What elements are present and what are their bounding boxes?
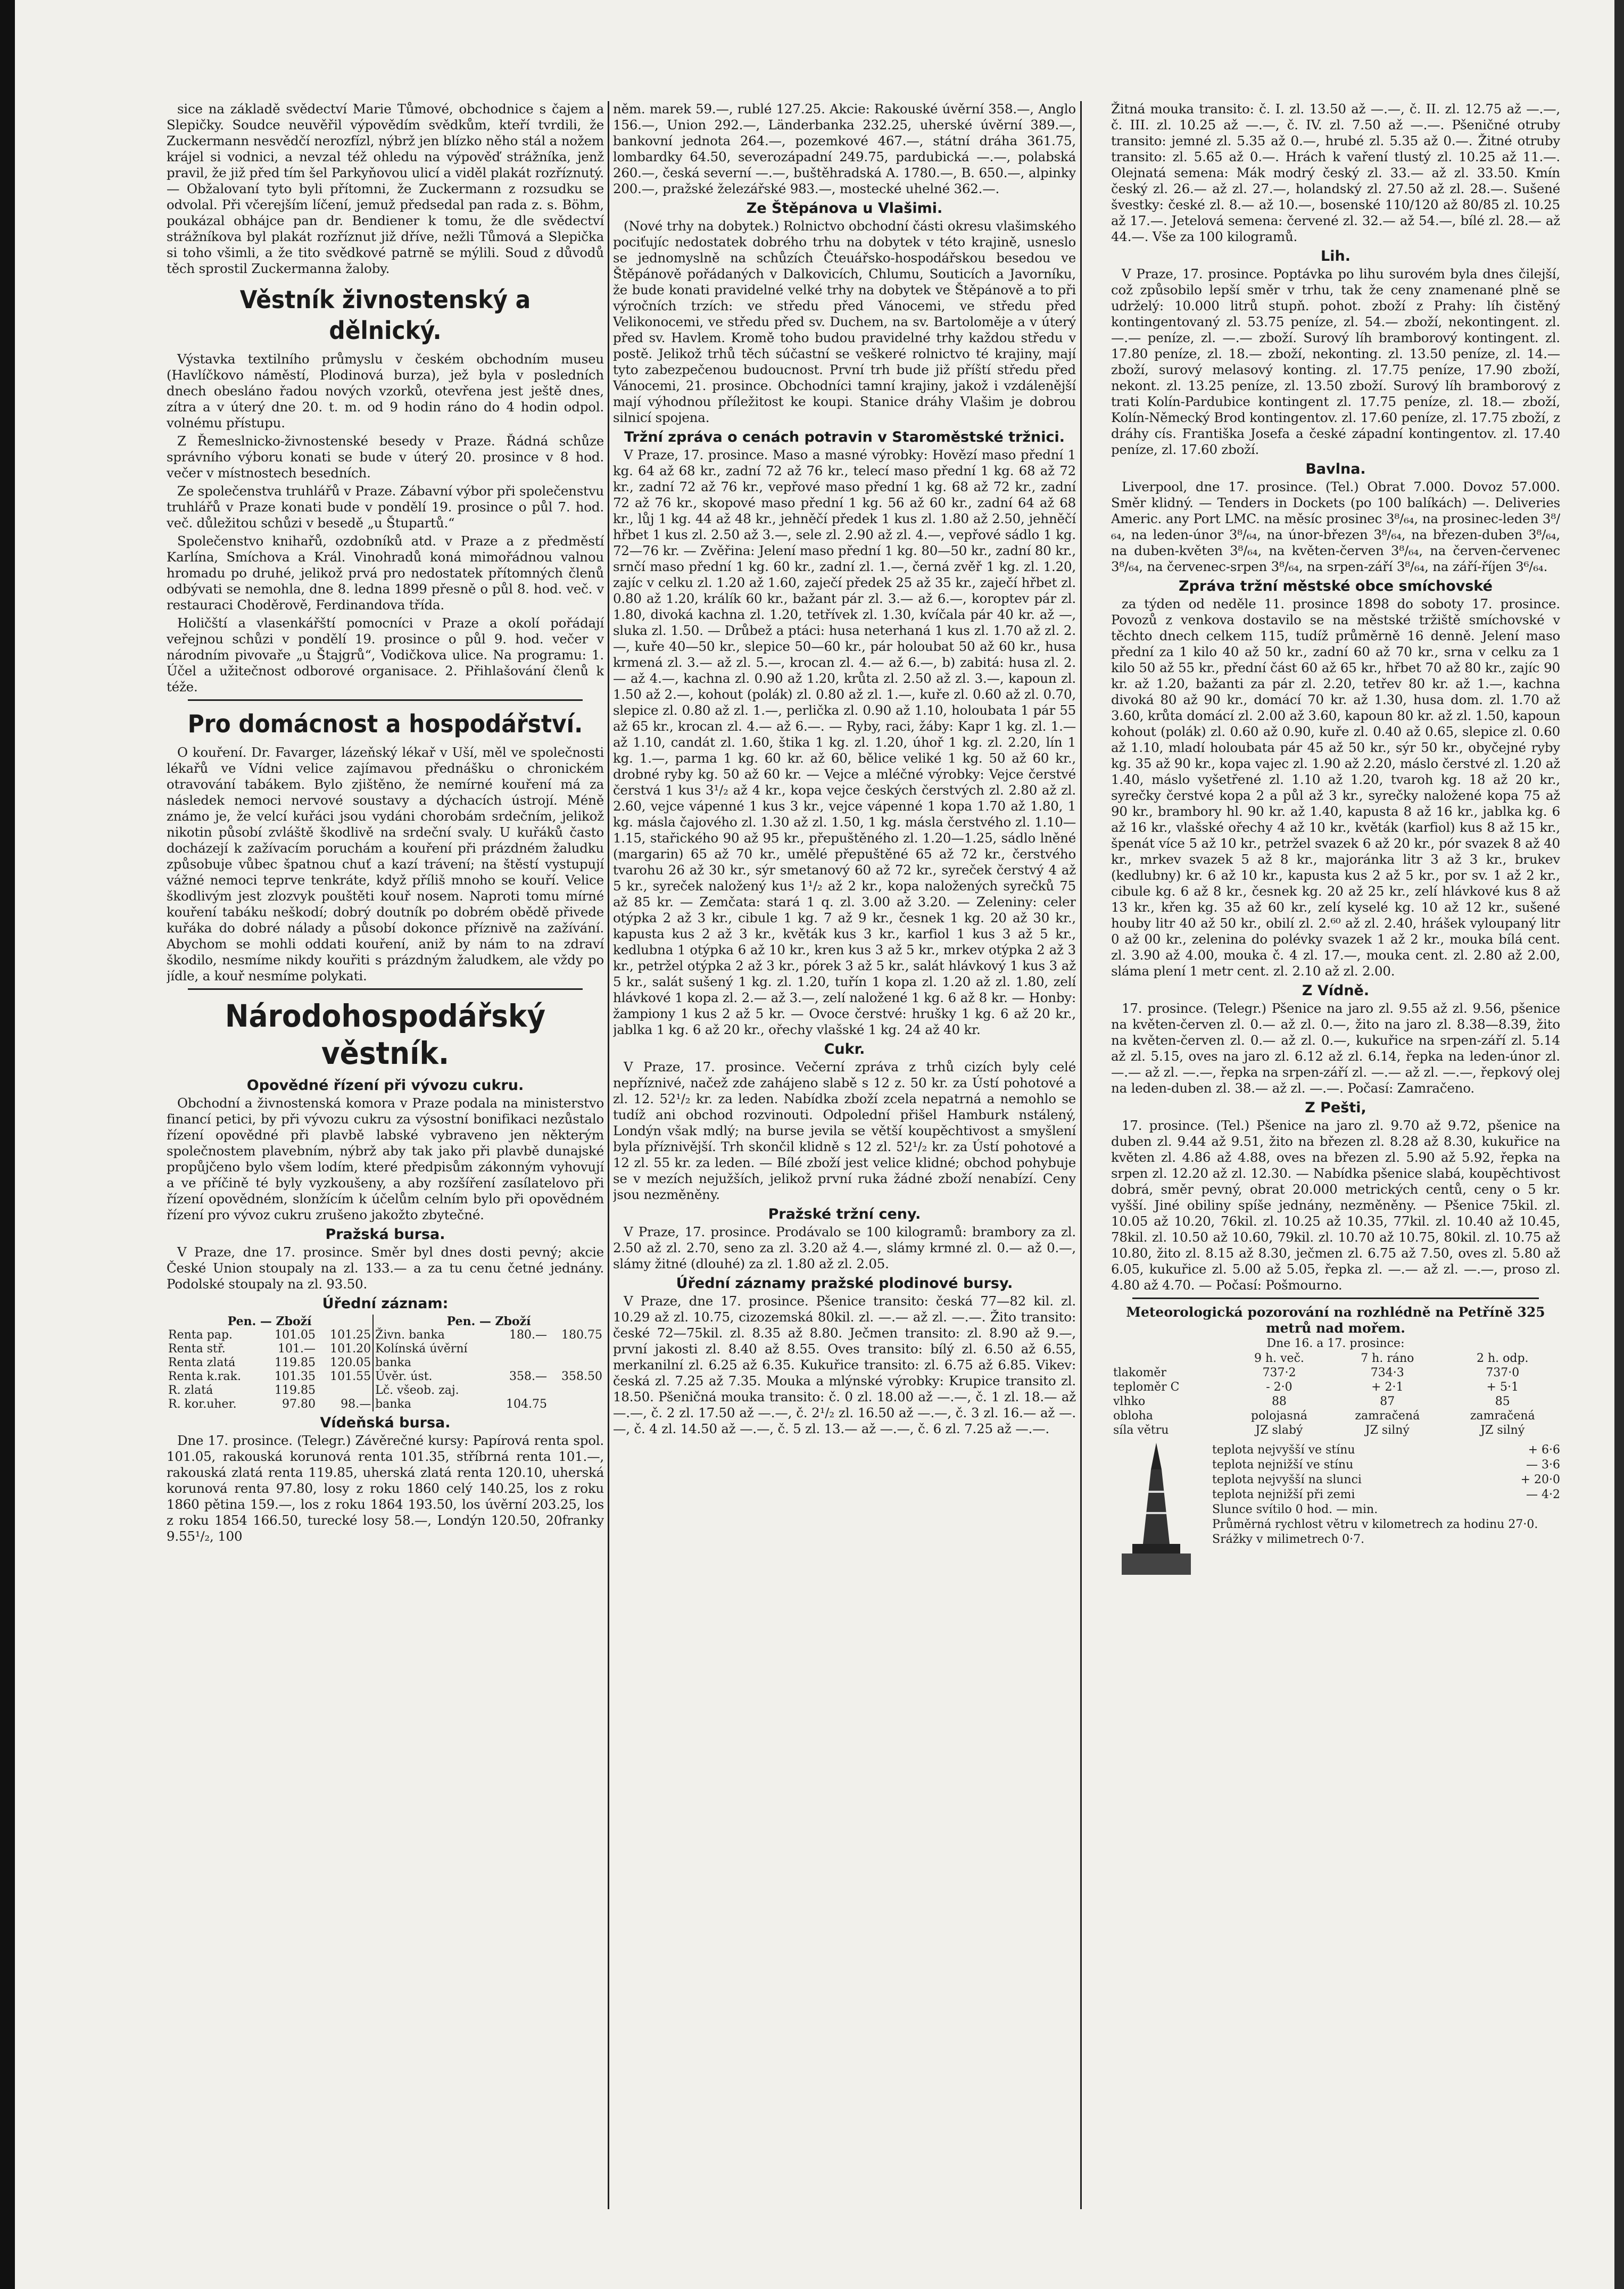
weather-table bbox=[1111, 1351, 1560, 1437]
vienna-bourse-article: Dne 17. prosince. (Telegr.) Závěrečné kursy: Papírová renta spol. 101.05, rakouská korunová renta 101.35, stříbrná renta 101.—, rakouská zlatá renta 119.85, uherská zlatá renta 120.10, uherská korunová renta 97.80, losy z roku 1860 celý 140.25, los z roku 1860 pětina 159.—, los z roku 1864 193.50, los úvěrní 203.25, los z roku 1854 166.50, turecké losy 58.—, Londýn 120.50, 20franky 9.55¹/₂, 100 bbox=[167, 1433, 604, 1544]
court-report: sice na základě svědectví Marie Tůmové, obchodnice s čajem a Slepičky. Soudce neuvěřil výpovědím svědkům, kteří tvrdili, že Zuckermann nesvědčí nerozfízl, nýbrž jen blízko něho stál a nožem krájel si vodnici, a nevzal též ohledu na výpověď strážníka, jenž pravil, že již před tím šel Parkyňovou ulicí a viděl plakát rozříznutý. — Obžalovaní tyto byli přítomni, že Zuckermann z rozsudku se odvolal. Při včerejším líčení, jemuž předsedal pan rada z. s. Böhm, poukázal obhájce pan dr. Bendiener k tomu, že dle svědectví strážníkova byl plakát rozříznut již dříve, nežli Tůmová a Slepička si toho všimli, a že tito svědkové patrně se mýlili. Soud z důvodů těch sprostil Zuckermanna žaloby. bbox=[167, 101, 604, 276]
vienna-bourse-title: Vídeňská bursa. bbox=[320, 1415, 451, 1431]
table-header: Pen. — Zboží bbox=[227, 1315, 312, 1328]
trades-item: Z Řemeslnicko-živnostenské besedy v Praze. Řádná schůze správního výboru konati se bude v úterý 20. prosince v 8 hod. večer v místnostech besedních. bbox=[167, 433, 604, 481]
pest-grain-title: Z Pešti, bbox=[1305, 1100, 1366, 1116]
table-cell: Renta zlatá bbox=[168, 1356, 236, 1369]
weather-report bbox=[1111, 1304, 1560, 1581]
scan-left-edge bbox=[0, 0, 15, 2289]
table-cell: tlakoměr bbox=[1113, 1366, 1166, 1379]
extreme-row bbox=[1212, 1473, 1560, 1488]
table-cell: banka bbox=[373, 1356, 493, 1370]
table-cell: 87 bbox=[1380, 1395, 1395, 1408]
wind-row bbox=[1212, 1517, 1560, 1532]
market-report-title: Tržní zpráva o cenách potravin v Staroměstské tržnici. bbox=[624, 429, 1065, 445]
table-cell: 358.50 bbox=[561, 1370, 602, 1383]
extreme-value: 6·6 bbox=[1542, 1443, 1560, 1457]
table-cell bbox=[549, 1342, 604, 1356]
extreme-sign: + bbox=[1520, 1473, 1531, 1486]
table-cell: 98.— bbox=[341, 1398, 371, 1411]
weather-title: Meteorologická pozorování na rozhlédně na Petříně 325 metrů nad mořem. bbox=[1126, 1304, 1545, 1336]
sugar-export-article: Obchodní a živnostenská komora v Praze podala na ministerstvo financí petici, by při vývozu cukru za výsostní bonifikaci nezůstalo řízení opovědné při plavbě labské vybraveno jen některým společnostem plavebním, nýbrž aby tak jako při plavbě dunajské propůjčeno bylo všem lodím, které předpisům zákonným vyhovují a ve příčině té byly vyzkoušeny, a aby rozšíření zasílatelovo při řízení opovědném, slonžícím k účelům celním bylo při opovědném řízení pro vývoz cukru zrušeno jakožto zbytečné. bbox=[167, 1095, 604, 1222]
table-row bbox=[167, 1328, 604, 1342]
tower-icon bbox=[1111, 1437, 1202, 1581]
table-cell: R. kor.uher. bbox=[168, 1398, 237, 1411]
table-cell: obloha bbox=[1113, 1409, 1153, 1423]
table-cell: 104.75 bbox=[506, 1398, 548, 1411]
table-cell: JZ silný bbox=[1480, 1424, 1525, 1437]
extreme-label: teplota nejnižší při zemi bbox=[1212, 1488, 1355, 1501]
table-cell: Lč. všeob. zaj. bbox=[373, 1384, 493, 1398]
sunshine-row bbox=[1212, 1502, 1560, 1517]
table-header: 9 h. več. bbox=[1254, 1352, 1304, 1365]
table-cell: banka bbox=[373, 1398, 493, 1411]
vienna-grain-article: 17. prosince. (Telegr.) Pšenice na jaro zl. 9.55 až zl. 9.56, pšenice na květen-červen zl. 0.— až zl. 0.—, žito na jaro zl. 8.38—8.39, žito na květen-červen zl. 0.— až zl. 0.—, kukuřice na srpen-září zl. 5.14 až zl. 5.15, oves na jaro zl. 6.12 až zl. 6.14, řepka na leden-únor zl. —.— až zl. —.—, řepka na srpen-září zl. —.— až zl. —.—, řepkový olej na leden-duben zl. 38.— až zl. —.—. Počasí: Zamračeno. bbox=[1111, 1001, 1560, 1096]
table-row bbox=[1111, 1409, 1560, 1423]
prague-market-article: V Praze, 17. prosince. Prodávalo se 100 kilogramů: brambory za zl. 2.50 až zl. 2.70, seno za zl. 3.20 až 4.—, slámy krmné zl. 0.— až 0.—, slámy žitné (dlouhé) za zl. 1.80 až zl. 2.05. bbox=[613, 1224, 1076, 1271]
extreme-sign: — bbox=[1526, 1488, 1538, 1501]
smichov-market-title: Zpráva tržní městské obce smíchovské bbox=[1179, 578, 1493, 594]
table-cell: zamračená bbox=[1470, 1409, 1535, 1423]
vlasim-article: (Nové trhy na dobytek.) Rolnictvo obchodní části okresu vlašimského pociťujíc nedostatek dobrého trhu na dobytek v této krajině, usneslo se jednomyslně na schůzích Čteuářsko-hospodářskou besedou ve Štěpánově pořádaných v Dalkovicích, Chlumu, Souticích a Javorníku, že bude konati pravidelné velké trhy na dobytek ve Štěpánově a to při výročních trzích: ve středu před Vánocemi, ve středu před Velikonocemi, ve středu před sv. Duchem, na sv. Bartoloměje a v úterý před sv. Havlem. Kromě toho budou pravidelné trhy každou středu v postě. Jelikož trhů těch súčastní se veškeré rolnictvo té krajiny, mají tyto zabezpečenou budoucnost. První trh bude již příští středu před Vánocemi, 21. prosince. Obchodníci tamní krajiny, jakož i vzdálenější mají výhodnou příležitost ke koupi. Stanice dráhy Vlašim je dobrou silnicí spojena. bbox=[613, 218, 1076, 425]
table-cell: Kolínská úvěrní bbox=[373, 1342, 493, 1356]
table-header: Pen. — Zboží bbox=[373, 1315, 604, 1328]
table-cell: - 2·0 bbox=[1266, 1381, 1292, 1394]
table-cell: polojasná bbox=[1250, 1409, 1307, 1423]
vienna-grain-title: Z Vídně. bbox=[1302, 982, 1370, 999]
table-row bbox=[1111, 1366, 1560, 1380]
pest-grain-article: 17. prosince. (Tel.) Pšenice na jaro zl. 9.70 až 9.72, pšenice na duben zl. 9.44 až 9.51, žito na březen zl. 8.28 až 8.30, kukuřice na květen zl. 4.86 až 4.88, oves na březen zl. 5.90 až 5.92, řepka na srpen zl. 12.20 až zl. 12.30. — Nabídka pšenice slabá, koupěchtivost dobrá, směr pevný, obrat 20.000 metrických centů, ceny o 5 kr. vyšší. Jiné obiliny spíše jednány, nezměněny. — Pšenice 75kil. zl. 10.05 až 10.20, 76kil. zl. 10.25 až 10.35, 77kil. zl. 10.40 až 10.45, 78kil. zl. 10.50 až 10.60, 79kil. zl. 10.70 až 10.75, 80kil. zl. 10.75 až 10.80, žito zl. 8.15 až 8.30, ječmen zl. 6.75 až 7.50, oves zl. 5.80 až 6.05, kukuřice zl. 5.00 až 5.05, řepka zl. —.— až zl. —.—, proso zl. 4.80 až 4.70. — Počasí: Pošmourno. bbox=[1111, 1118, 1560, 1293]
table-cell: 119.85 bbox=[275, 1384, 316, 1397]
extreme-row bbox=[1212, 1488, 1560, 1502]
table-row bbox=[167, 1370, 604, 1384]
section-heading-trades: Věstník živnostenský a dělnický. bbox=[239, 285, 531, 345]
middle-column bbox=[613, 101, 1076, 2209]
extreme-label: teplota nejvyšší ve stínu bbox=[1212, 1443, 1355, 1457]
temperature-extremes bbox=[1212, 1443, 1560, 1547]
trades-item: Ze společenstva truhlářů v Praze. Zábavní výbor při společenstvu truhlářů v Praze konati bude v pondělí 19. prosince o půl 7. hod. več. důležitou schůzi v besedě „u Štupartů.“ bbox=[167, 483, 604, 531]
table-cell bbox=[493, 1356, 549, 1370]
table-cell: 101.25 bbox=[330, 1328, 371, 1342]
table-row bbox=[1111, 1380, 1560, 1394]
table-header: 2 h. odp. bbox=[1476, 1352, 1529, 1365]
extreme-value: 4·2 bbox=[1542, 1488, 1560, 1501]
sugar-export-title: Opovědné řízení při vývozu cukru. bbox=[246, 1077, 524, 1094]
table-cell: zamračená bbox=[1355, 1409, 1420, 1423]
table-row bbox=[167, 1384, 604, 1398]
rain-text: Srážky v milimetrech 0·7. bbox=[1212, 1533, 1365, 1546]
table-cell: 101.05 bbox=[275, 1328, 316, 1342]
left-column bbox=[167, 101, 604, 2209]
bourse-price-table bbox=[167, 1315, 604, 1411]
prague-market-title: Pražské tržní ceny. bbox=[768, 1206, 921, 1222]
table-cell bbox=[493, 1342, 549, 1356]
trades-item: Výstavka textilního průmyslu v českém obchodním museu (Havlíčkovo náměstí, Plodinová burza), jež byla v posledních dnech obesláno řadou nových vzorků, otevřena jest ještě dnes, zítra a v úterý dne 20. t. m. od 9 hodin ráno do 4 hodin odpol. volnému přístupu. bbox=[167, 351, 604, 431]
extreme-label: teplota nejvyšší na slunci bbox=[1212, 1473, 1362, 1486]
table-cell: Živn. banka bbox=[373, 1328, 493, 1342]
table-cell: + 2·1 bbox=[1371, 1381, 1404, 1394]
scan-right-edge bbox=[1614, 0, 1624, 2289]
extreme-value: 20·0 bbox=[1534, 1473, 1560, 1486]
extreme-sign: + bbox=[1528, 1443, 1538, 1457]
table-cell bbox=[493, 1384, 549, 1398]
sugar-article: V Praze, 17. prosince. Večerní zpráva z trhů cizích byly celé nepříznivé, načež zde zahájeno slabě s 12 z. 50 kr. za Ústí pohotové a zl. 12. 52¹/₂ kr. za leden. Nabídka zboží zcela nepatrná a nemohlo se tudíž ani obchod rozvinouti. Odpolední přišel Hamburk nstálený, Londýn však mdlý; na burse jevila se větší koupěchtivost a smyšlení byla příznivější. Trh skončil klidně s 12 zl. 52¹/₂ kr. za Ústí pohotové a 12 zl. 55 kr. za leden. — Bílé zboží jest velice klidné; obchod pohybuje se v mezích nejužších, jelikož první ruka žádné zboží nenabízí. Ceny jsou nezměněny. bbox=[613, 1059, 1076, 1202]
table-cell: JZ slabý bbox=[1255, 1424, 1303, 1437]
table-cell: 737·0 bbox=[1486, 1366, 1520, 1379]
rain-row bbox=[1212, 1532, 1560, 1547]
extreme-row bbox=[1212, 1443, 1560, 1458]
table-header bbox=[1111, 1351, 1229, 1366]
weather-date: Dne 16. a 17. prosince: bbox=[1266, 1337, 1405, 1350]
table-cell: JZ silný bbox=[1365, 1424, 1410, 1437]
table-cell bbox=[549, 1398, 604, 1411]
smichov-market-article: za týden od neděle 11. prosince 1898 do soboty 17. prosince. Povozů z venkova dostavilo se na městské tržiště smíchovské v těchto dnech celkem 115, tudíž průměrně 16 denně. Jelení maso přední za 1 kilo 40 až 50 kr., zadní 60 až 70 kr., srna v celku za 1 kilo 50 až 55 kr., přední část 60 až 65 kr., hřbet 70 až 80 kr., zajíc 90 kr. až 1.20, bažanti za pár zl. 2.20, tetřev 80 kr. až 1.—, kachna divoká 80 až 90 kr., domácí 70 kr. až 1.30, husa dom. zl. 1.70 až 3.60, krůta domácí zl. 2.00 až 3.60, kapoun 80 kr. až zl. 1.50, kapoun kohout (polák) zl. 0.60 až 0.90, kuře zl. 0.40 až 0.65, slepice zl. 0.60 až 1.10, mladí holoubata pár 45 až 50 kr., sýr 50 kr., obyčejné ryby kg. 35 až 90 kr., kopa vajec zl. 1.90 až 2.20, máslo čerstvé zl. 1.20 až 1.40, máslo vyšetřené zl. 1.10 až 1.20, tvaroh kg. 18 až 20 kr., syrečky čerstvé kopa 2 a půl až 3 kr., syrečky naložené kopa 75 až 90 kr., brambory hl. 90 kr. až 1.40, kapusta 8 až 16 kr., jablka kg. 6 až 16 kr., vlašské ořechy 4 až 10 kr., květák (karfiol) kus 8 až 15 kr., špenát více 5 až 10 kr., petržel svazek 6 až 20 kr., pór svazek 8 až 40 kr., mrkev svazek 5 až 8 kr., majoránka litr 3 až 3 kr., brukev (kedlubny) kr. 6 až 10 kr., kapusta kus 2 až 5 kr., por sv. 1 až 2 kr., cibule kg. 6 až 8 kr., česnek kg. 20 až 25 kr., zelí hlávkové kus 8 až 13 kr., křen kg. 35 až 60 kr., zelí kyselé kg. 10 až 12 kr., sušené houby litr 40 až 50 kr., obilí zl. 2.⁶⁰ až zl. 2.40, hrášek vyloupaný litr 0 až 00 kr., zelenina do polévky svazek 1 až 2 kr., mouka bílá cent. zl. 3.90 až 4.00, mouka č. 4 zl. 17.—, mouka cent. zl. 2.80 až 2.00, sláma plení 1 metr cent. zl. 2.10 až zl. 2.00. bbox=[1111, 596, 1560, 979]
table-cell: Renta stř. bbox=[168, 1342, 226, 1356]
table-cell: + 5·1 bbox=[1486, 1381, 1519, 1394]
table-cell bbox=[549, 1356, 604, 1370]
table-cell: síla větru bbox=[1113, 1424, 1169, 1437]
vlasim-title: Ze Štěpánova u Vlašimi. bbox=[746, 200, 943, 217]
section-heading-economy: Národohospodářský věstník. bbox=[225, 998, 546, 1071]
divider bbox=[188, 699, 583, 701]
table-cell: teploměr C bbox=[1113, 1381, 1180, 1394]
table-header: 7 h. ráno bbox=[1361, 1352, 1414, 1365]
table-row bbox=[167, 1342, 604, 1356]
table-cell bbox=[317, 1384, 373, 1398]
wind-text: Průměrná rychlost větru v kilometrech za hodinu 27·0. bbox=[1212, 1518, 1538, 1531]
table-cell: 97.80 bbox=[282, 1398, 316, 1411]
household-article: O kouření. Dr. Favarger, lázeňský lékař v Uší, měl ve společnosti lékařů ve Vídni velice zajímavou přednášku o chronickém otravování tabákem. Bylo zjištěno, že nemírné kouření má za následek nemoci nervové soustavy a dýchacích ústrojí. Méně známo je, že velcí kuřáci jsou vydáni chorobám srdečním, jelikož nikotin působí zvláště škodlivě na srdeční svaly. U kuřáků často docházejí k zažívacím poruchám a kouření při prázdném žaludku způsobuje vůbec špatnou chuť a kazí trávení; na štěstí vystupují vážné nemoci teprve tenkráte, když příliš mnoho se kouří. Velice škodlivým jest zlozvyk pouštěti kouř nosem. Naproti tomu mírné kouření tabáku neškodí; dobrý doutník po dobrém obědě přivede kuřáka do dobré nálady a působí dokonce příznivě na zažívání. Abychom se mohli oddati kouření, aniž by nám to na zdraví škodilo, nesmíme nikdy kouřiti s prázdným žaludkem, ale vždy po jídle, a kouř nesmíme polykati. bbox=[167, 745, 604, 984]
table-cell: 358.— bbox=[509, 1370, 548, 1383]
stock-quotes: něm. marek 59.—, rublé 127.25. Akcie: Rakouské úvěrní 358.—, Anglo 156.—, Union 292.—, Länderbanka 232.25, uherské úvěrní 389.—, bankovní jednota 264.—, pozemkové 467.—, státní dráha 361.75, lombardky 64.50, severozápadní 249.75, pardubická —.—, polabská 260.—, česká severní —.—, buštěhradská A. 1780.—, B. 650.—, alpinky 200.—, pražské železářské 983.—, mostecké uhelné 362.—. bbox=[613, 101, 1076, 196]
petrin-tower-illustration bbox=[1111, 1437, 1560, 1581]
flour-prices: Žitná mouka transito: č. I. zl. 13.50 až —.—, č. II. zl. 12.75 až —.—, č. III. zl. 10.25 až —.—, č. IV. zl. 7.50 až —.—. Pšeničné otruby transito: jemné zl. 5.35 až 0.—, hrubé zl. 5.35 až 0.—. Žitné otruby transito: zl. 5.65 až 0.—. Hrách k vaření tlustý zl. 10.25 až 11.—. Olejnatá semena: Mák modrý český zl. 33.— až zl. 33.50. Kmín český zl. 26.— až zl. 27.—, holandský zl. 27.50 až zl. 28.—. Sušené švestky: české zl. 8.— až 10.—, bosenské 110/120 až 80/85 zl. 10.25 až 17.—. Jetelová semena: červené zl. 32.— až 54.—, bílé zl. 28.— až 44.—. Vše za 100 kilogramů. bbox=[1111, 101, 1560, 244]
column-rule bbox=[608, 101, 609, 2209]
table-row bbox=[167, 1356, 604, 1370]
table-cell: R. zlatá bbox=[168, 1384, 213, 1397]
table-cell bbox=[549, 1384, 604, 1398]
trades-item: Holičští a vlasenkářští pomocníci v Praze a okolí pořádají veřejnou schůzi v pondělí 19. prosince o půl 9. hod. večer v národním pivovaře „u Štajgrů“, Vodičkova ulice. Na programu: 1. Účel a užitečnost odborové organisace. 2. Přihlašování členů k téže. bbox=[167, 615, 604, 695]
extreme-value: 3·6 bbox=[1542, 1458, 1560, 1472]
cotton-title: Bavlna. bbox=[1305, 461, 1366, 477]
extreme-row bbox=[1212, 1458, 1560, 1473]
produce-bourse-article: V Praze, dne 17. prosince. Pšenice transito: česká 77—82 kil. zl. 10.29 až zl. 10.75, cizozemská 80kil. zl. —.— až zl. —.—. Žito transito: české 72—75kil. zl. 8.35 až 8.80. Ječmen transito: zl. 8.90 až 9.—, první jakosti zl. 8.40 až 8.55. Oves transito: bílý zl. 6.50 až 6.55, merkanilní zl. 6.25 až 6.35. Kukuřice transito: zl. 6.75 až 6.85. Vikev: česká zl. 7.25 až 7.35. Mouka a mlýnské výrobky: Krupice transito zl. 18.50. Pšeničná mouka transito: č. 0 zl. 18.00 až —.—, č. 1 zl. 18.— až —.—, č. 2 zl. 17.50 až —.—, č. 2¹/₂ zl. 16.50 až —.—, č. 3 zl. 16.— až —.—, č. 4 zl. 14.50 až —.—, č. 5 zl. 13.— až —.—, č. 6 zl. 7.25 až —.—. bbox=[613, 1293, 1076, 1436]
cotton-article: Liverpool, dne 17. prosince. (Tel.) Obrat 7.000. Dovoz 57.000. Směr klidný. — Tenders in Dockets (po 100 balíkách) —. Deliveries Americ. any Port LMC. na měsíc prosinec 3⁸/₆₄, na prosinec-leden 3⁸/₆₄, na leden-únor 3⁸/₆₄, na únor-březen 3⁸/₆₄, na březen-duben 3⁸/₆₄, na duben-květen 3⁸/₆₄, na květen-červen 3⁸/₆₄, na červen-červenec 3⁸/₆₄, na červenec-srpen 3⁸/₆₄, na srpen-září 3⁸/₆₄, na září-říjen 3⁶/₆₄. bbox=[1111, 479, 1560, 574]
divider bbox=[188, 988, 583, 990]
table-row bbox=[1111, 1423, 1560, 1437]
table-cell: Renta k.rak. bbox=[168, 1370, 241, 1383]
table-cell: 101.35 bbox=[275, 1370, 316, 1383]
table-cell: 119.85 bbox=[275, 1356, 316, 1369]
table-cell: 734·3 bbox=[1370, 1366, 1404, 1379]
table-cell: Úvěr. úst. bbox=[373, 1370, 493, 1384]
spirits-article: V Praze, 17. prosince. Poptávka po lihu surovém byla dnes čilejší, což způsobilo lepší směr v trhu, tak že ceny znamenané plně se udrželý: 10.000 litrů stupň. pohot. zboží z Prahy: líh čistěný kontingentovaný zl. 53.75 peníze, zl. 54.— zboží, nekontingent. zl. —.— peníze, zl. —.— zboží. Surový líh bramborový kontingent. zl. 17.80 peníze, zl. 18.— zboží, nekonting. zl. 13.50 peníze, zl. 14.— zboží, surový melasový konting. zl. 17.75 peníze, 17.90 zboží, nekont. zl. 13.25 peníze, zl. 13.50 zboží. Surový líh bramborový z trati Kolín-Pardubice kontingent zl. 17.75 peníze, zl. 18.— zboží, Kolín-Německý Brod kontingentov. zl. 17.60 peníze, zl. 17.75 zboží, z dráhy cís. Františka Josefa a české západní kontingentov. zl. 17.40 peníze, zl. 17.60 zboží. bbox=[1111, 266, 1560, 457]
table-row bbox=[1111, 1351, 1560, 1366]
prague-bourse-article: V Praze, dne 17. prosince. Směr byl dnes dosti pevný; akcie České Union stoupaly na zl. 133.— a za tu cenu četné jednány. Podolské stoupaly na zl. 93.50. bbox=[167, 1244, 604, 1292]
produce-bourse-title: Úřední záznamy pražské plodinové bursy. bbox=[676, 1275, 1013, 1292]
table-cell: 85 bbox=[1495, 1395, 1510, 1408]
extreme-sign: — bbox=[1526, 1458, 1538, 1472]
table-row bbox=[167, 1398, 604, 1411]
spirits-title: Lih. bbox=[1321, 248, 1350, 265]
table-cell: vlhko bbox=[1113, 1395, 1146, 1408]
trades-item: Společenstvo knihařů, ozdobníků atd. v Praze a z předměstí Karlína, Smíchova a Král. Vinohradů koná mimořádnou valnou hromadu po druhé, jelikož prvá pro nedostatek přítomných členů odbývati se nemohla, dne 8. ledna 1899 přesně o půl 8. hod. več. v restauraci Choděrově, Ferdinandova třída. bbox=[167, 533, 604, 613]
table-cell: 737·2 bbox=[1262, 1366, 1296, 1379]
table-row bbox=[1111, 1394, 1560, 1409]
extreme-label: teplota nejnižší ve stínu bbox=[1212, 1458, 1354, 1472]
official-record-title: Úřední záznam: bbox=[322, 1295, 449, 1312]
market-report-article: V Praze, 17. prosince. Maso a masné výrobky: Hovězí maso přední 1 kg. 64 až 68 kr., zadní 72 až 76 kr., telecí maso přední 1 kg. 68 až 72 kr., zadní 72 až 76 kr., vepřové maso přední 1 kg. 68 až 72 kr., zadní 72 až 76 kr., skopové maso přední 1 kg. 56 až 60 kr., zadní 64 až 68 kr., lůj 1 kg. 44 až 48 kr., jehněčí předek 1 kus zl. 1.80 až 2.50, jehněčí hřbet 1 kus zl. 2.50 až 3.—, sele zl. 2.90 až zl. 4.—, vepřové sádlo 1 kg. 72—76 kr. — Zvěřina: Jelení maso přední 1 kg. 80—50 kr., zadní 80 kr., srnčí maso přední 1 kg. 60 kr., zadní zl. 1.—, černá zvěř 1 kg. zl. 1.20, zajíc v celku zl. 1.20 až 1.60, zaječí předek 25 až 35 kr., zaječí hřbet zl. 0.80 až 1.20, králík 60 kr., bažant pár zl. 3.— až 6.—, koroptev pár zl. 1.80, divoká kachna zl. 1.20, tetřívek zl. 1.30, kvíčala pár 40 kr. až —, sluka zl. 1.50. — Drůbež a ptáci: husa neterhaná 1 kus zl. 1.70 až zl. 2.—, kuře 40—50 kr., slepice 50—60 kr., pár holoubat 50 až 60 kr., husa krmená zl. 3.— až zl. 5.—, krocan zl. 4.— až 6.—, b) zabitá: husa zl. 2.— až 4.—, kachna zl. 0.90 až 1.20, krůta zl. 2.50 až zl. 3.—, kapoun zl. 1.50 až 2.—, kohout (polák) zl. 0.80 až zl. 1.—, kuře zl. 0.60 až zl. 0.70, slepice zl. 0.80 až zl. 1.—, perlička zl. 0.90 až 1.10, holoubata 1 pár 55 až 65 kr., krocan zl. 4.— až 6.—. — Ryby, raci, žáby: Kapr 1 kg. zl. 1.— až 1.10, candát zl. 1.60, štika 1 kg. zl. 1.20, úhoř 1 kg. zl. 2.20, lín 1 kg. 1.—, parma 1 kg. 60 kr. až 60, bělice veliké 1 kg. 50 až 60 kr., drobné ryby kg. 50 až 60 kr. — Vejce a mléčné výrobky: Vejce čerstvé čerstvá 1 kus 3¹/₂ až 4 kr., kopa vejce českých čerstvých zl. 2.80 až zl. 2.60, vejce vápenné 1 kus 3 kr., vejce vápenné 1 kopa 1.70 až 1.80, 1 kg. másla čajového zl. 1.30 až zl. 1.50, 1 kg. másla čerstvého zl. 1.10—1.15, stařického 90 až 95 kr., přepuštěného zl. 1.20—1.25, sádlo lněné (margarin) 65 až 70 kr., umělé přepuštěné 65 až 72 kr., čerstvého tvarohu 26 až 30 kr., sýr smetanový 60 až 72 kr., syreček čerstvý 4 až 5 kr., syreček naložený kus 1¹/₂ až 2 kr., kopa naložených syrečků 75 až 85 kr. — Zemčata: stará 1 q. zl. 3.00 až 3.20. — Zeleniny: celer otýpka 2 až 3 kr., cibule 1 kg. 7 až 9 kr., česnek 1 kg. 20 až 30 kr., kapusta kus 2 až 3 kr., květák kus 3 kr., karfiol 1 kus 3 až 5 kr., kedlubna 1 otýpka 6 až 10 kr., kren kus 3 až 5 kr., mrkev otýpka 2 až 3 kr., petržel otýpka 2 až 3 kr., pórek 3 až 5 kr., salát hlávkový 1 kus 3 až 5 kr., salát sušený 1 kg. zl. 1.20, tuřín 1 kopa zl. 1.20 až zl. 1.80, zelí hlávkové 1 kopa zl. 2.— až 3.—, zelí naložené 1 kg. 6 až 8 kr. — Honby: žampiony 1 kus 2 až 5 kr. — Ovoce čerstvé: hrušky 1 kg. 6 až 20 kr., jablka 1 kg. 6 až 20 kr., ořechy vlašské 1 kg. 24 až 40 kr. bbox=[613, 447, 1076, 1037]
column-rule bbox=[1080, 101, 1082, 2209]
table-cell: 120.05 bbox=[330, 1356, 371, 1369]
table-cell: 101.20 bbox=[330, 1342, 371, 1356]
divider bbox=[1132, 1298, 1539, 1299]
right-column bbox=[1111, 101, 1560, 2209]
prague-bourse-title: Pražská bursa. bbox=[325, 1226, 445, 1243]
sunshine-text: Slunce svítilo 0 hod. — min. bbox=[1212, 1503, 1378, 1516]
table-cell: 180.— bbox=[509, 1328, 548, 1342]
table-cell: 101.— bbox=[278, 1342, 316, 1356]
table-cell: 88 bbox=[1271, 1395, 1287, 1408]
table-cell: 180.75 bbox=[561, 1328, 602, 1342]
table-cell: Renta pap. bbox=[168, 1328, 233, 1342]
table-cell: 101.55 bbox=[330, 1370, 371, 1383]
section-heading-household: Pro domácnost a hospodářství. bbox=[187, 709, 583, 738]
sugar-title: Cukr. bbox=[824, 1041, 865, 1057]
